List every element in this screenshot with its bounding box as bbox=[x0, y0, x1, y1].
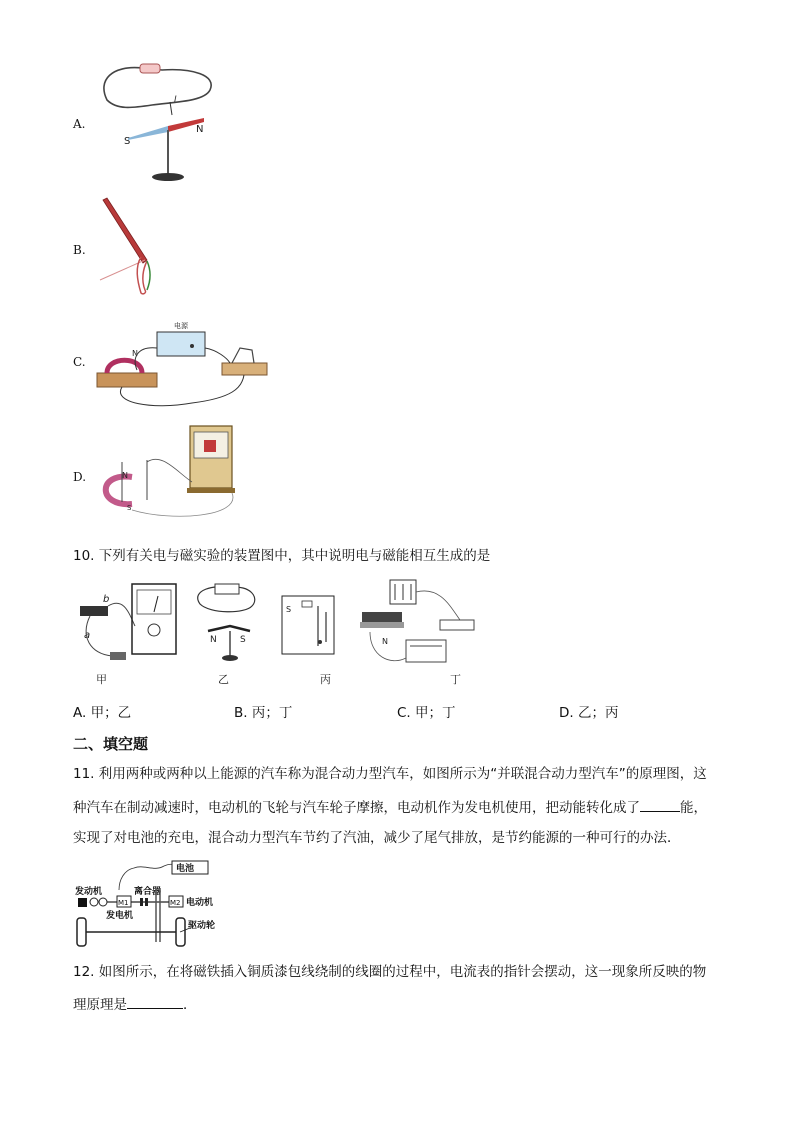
figure-c-power-caption: 电源 bbox=[174, 322, 188, 330]
diagram-clutch-label: 离合器 bbox=[134, 887, 162, 897]
question-11-line-3: 实现了对电池的充电，混合动力型汽车节约了汽油，减少了尾气排放，是节约能源的一种可行的办法． bbox=[73, 830, 681, 846]
figure-d-galvanometer-magnet bbox=[92, 422, 252, 522]
figure-yi-pole-n: N bbox=[210, 635, 217, 645]
diagram-battery-label: 电池 bbox=[176, 864, 195, 874]
figure-yi-pole-s: S bbox=[240, 635, 246, 645]
figure-yi bbox=[198, 584, 255, 686]
figure-a-oersted-experiment bbox=[92, 60, 222, 185]
question-11-line-2 bbox=[73, 797, 707, 818]
figure-d-letter-s: S bbox=[127, 504, 132, 512]
hybrid-car-diagram bbox=[74, 860, 224, 950]
question-11-line-1: 11. 利用两种或两种以上能源的汽车称为混合动力型汽车，如图所示为“并联混合动力型汽车”的原理图，这 bbox=[73, 766, 707, 782]
figure-bing-caption: 丙 bbox=[320, 673, 331, 686]
figure-ding-caption: 丁 bbox=[450, 673, 461, 686]
question-11-line-2-before: 种汽车在制动减速时，电动机的飞轮与汽车轮子摩擦，电动机作为发电机使用，把动能转化成了 bbox=[73, 800, 640, 816]
question-10-figures bbox=[70, 576, 490, 688]
figure-c-pole-n: N bbox=[132, 349, 138, 358]
figure-bing bbox=[282, 596, 334, 686]
figure-c-electromagnetic-device bbox=[92, 318, 272, 410]
figure-jia-caption: 甲 bbox=[96, 673, 107, 686]
diagram-engine-label: 发动机 bbox=[75, 887, 103, 897]
option-b-label: B. bbox=[73, 243, 86, 257]
q10-choice-c[interactable]: C. 甲；丁 bbox=[397, 705, 456, 721]
question-11-line-2-after: 能， bbox=[680, 800, 707, 816]
figure-jia-letter-b: b bbox=[103, 594, 110, 605]
figure-yi-caption: 乙 bbox=[218, 673, 229, 686]
figure-d-pole-n: N bbox=[122, 471, 128, 480]
diagram-drive-wheel-label: 驱动轮 bbox=[188, 921, 216, 931]
q10-choice-a[interactable]: A. 甲；乙 bbox=[73, 705, 132, 721]
figure-jia-letter-a: a bbox=[84, 630, 91, 641]
diagram-m2-label: M2 bbox=[170, 899, 181, 907]
question-12-line-2 bbox=[73, 994, 197, 1015]
figure-jia bbox=[80, 584, 176, 686]
diagram-motor-label: 电动机 bbox=[186, 898, 214, 908]
q10-choice-d[interactable]: D. 乙；丙 bbox=[559, 705, 619, 721]
question-11-answer-blank[interactable] bbox=[640, 797, 680, 812]
diagram-m1-label: M1 bbox=[118, 899, 129, 907]
option-a-label: A. bbox=[73, 117, 86, 131]
question-12-line-2-before: 理原理是 bbox=[73, 997, 127, 1013]
figure-ding bbox=[360, 580, 474, 686]
figure-a-current-label: I bbox=[174, 95, 177, 105]
question-12-line-2-after: ． bbox=[183, 997, 197, 1013]
figure-b-magnetized-needle bbox=[95, 195, 165, 300]
question-12-answer-blank[interactable] bbox=[127, 994, 183, 1009]
figure-ding-pole-n: N bbox=[382, 637, 388, 646]
figure-bing-letter-s: S bbox=[286, 605, 292, 614]
question-12-line-1: 12. 如图所示，在将磁铁插入铜质漆包线绕制的线圈的过程中，电流表的指针会摆动，这一现象所反映的物 bbox=[73, 964, 707, 980]
figure-a-pole-s: S bbox=[124, 136, 131, 147]
question-10-stem: 10. 下列有关电与磁实验的装置图中，其中说明电与磁能相互生成的是 bbox=[73, 548, 491, 564]
diagram-generator-label: 发电机 bbox=[106, 911, 134, 921]
figure-a-pole-n: N bbox=[196, 124, 204, 135]
option-d-label: D. bbox=[73, 470, 87, 484]
option-c-label: C. bbox=[73, 355, 86, 369]
q10-choice-b[interactable]: B. 丙；丁 bbox=[234, 705, 293, 721]
section-2-title: 二、填空题 bbox=[73, 735, 149, 753]
